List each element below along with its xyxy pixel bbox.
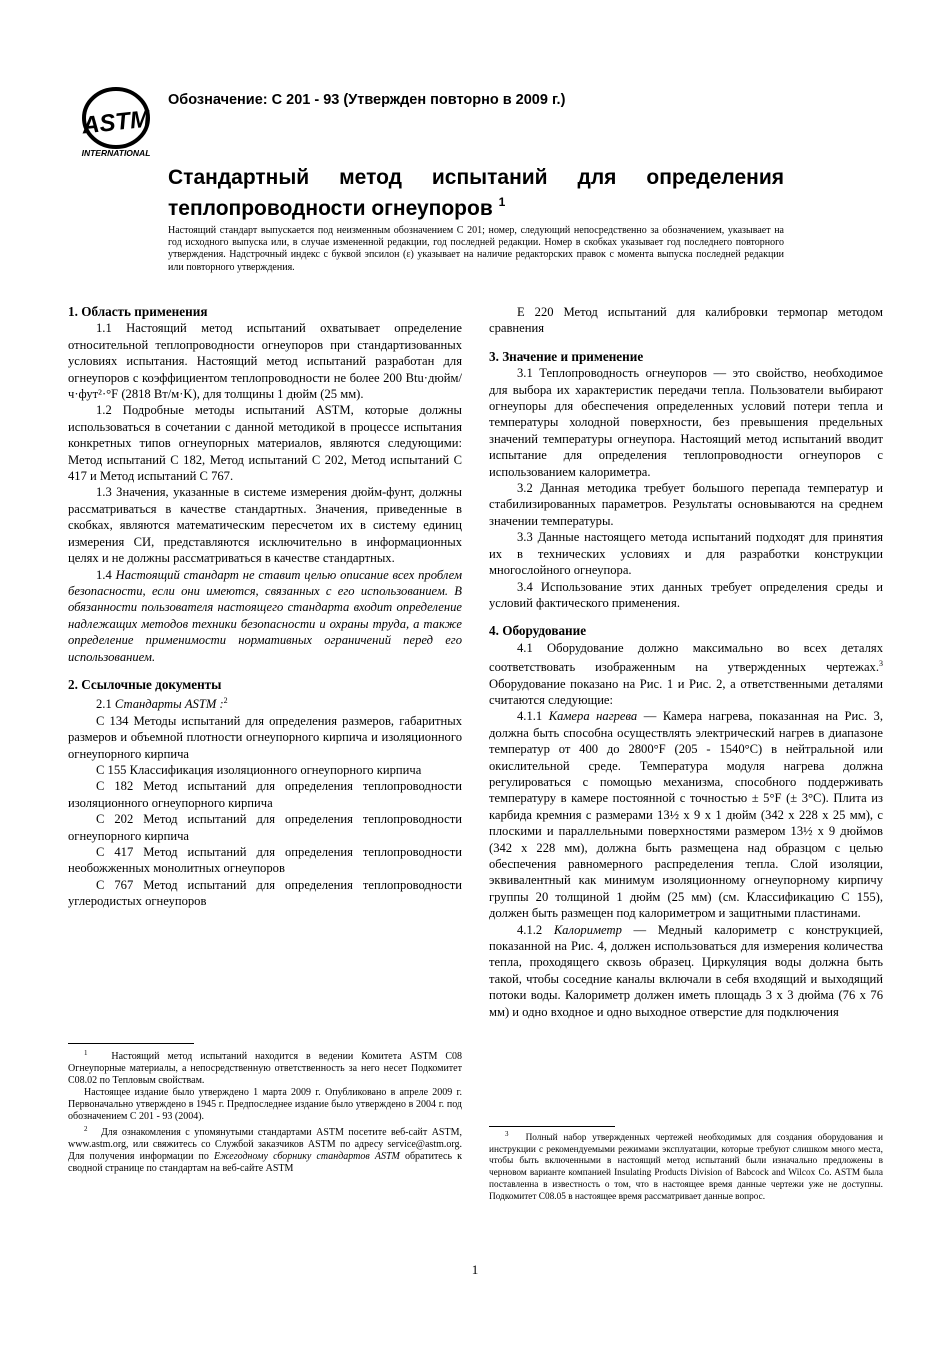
ref-c417: С 417 Метод испытаний для определения теплопроводности необожженных монолитных огнеупоров [68, 845, 462, 876]
logo-sub-text: INTERNATIONAL [81, 148, 151, 158]
footnote-2-text-a: Для ознакомления с упомянутыми стандартами ASTM посетите веб-сайт ASTM, www.astm.org, или свяжитесь со Службой заказчиков ASTM по адресу service@astm.org. Для получения информации по [68, 1127, 462, 1162]
footnote-2-text-italic: Ежегодному сборнику стандартов ASTM [214, 1151, 400, 1162]
standard-notice: Настоящий стандарт выпускается под неизменным обозначением С 201; номер, следующий непосредственно за обозначением, указывает на год исходного выпуска или, в случае измененной редакции, год последней редакции. Номер в скобках указывает год последнего повторного утверждения. Надстрочный индекс с буквой эпсилон (ε) указывает на наличие редакторских правок с момента выпуска последней редакции или повторного утверждения. [168, 225, 784, 273]
footnote-1-text: Настоящий метод испытаний находится в ведении Комитета ASTM C08 Огнеупорные материалы, а непосредственную ответственность за него несет Подкомитет C08.02 по Тепловым свойствам. [68, 1051, 462, 1086]
ref-c182: С 182 Метод испытаний для определения теплопроводности изоляционного огнеупорного кирпича [68, 779, 462, 810]
astm-logo [74, 84, 158, 160]
page-number: 1 [471, 1262, 479, 1277]
logo-main-text: ASTM [80, 105, 152, 140]
left-column [68, 304, 462, 910]
para-4-1-2-text: — Медный калориметр с конструкцией, показанной на Рис. 4, должен использоваться для измерения количества тепла, проходящего сквозь образец. Циркуляция воды должна быть такой, чтобы соседние каналы включали в себя входящий и выходящий потоки воды. Калориметр должен иметь площадь 3 х 3 дюйма (76 х 76 мм) и одно входное и одно выходное отверстие для подключения [489, 922, 883, 1019]
ref-c202: С 202 Метод испытаний для определения теплопроводности огнеупорного кирпича [68, 812, 462, 843]
para-4-1-1-text: — Камера нагрева, показанная на Рис. 3, должна быть способна осуществлять электрический нагрев в диапазоне температур от 400 до 2800°F (205 - 1540°C) в нейтральной или окислительной среде. Температура модуля нагрева должна регулироваться с помощью механизма, способного поддерживать температуру в камере постоянной с точностью ± 5°F (± 3°C). Плита из карбида кремния с размерами 13½ х 9 х 1 дюйм (342 х 228 х 25 мм), с плоскими и параллельными поверхностями размером 13½ х 9 дюймов (342 х 228 мм), должна быть размещена над образцом с целью обеспечения равномерного распределения тепла. Слой изоляции, эквивалентный как минимум изоляционному огнеупорному кирпичу группы 20 толщиной 1 дюйм (25 мм) (см. Классификацию С 155), должен быть размещен под калориметром и защитными пластинами. [489, 709, 883, 921]
para-1-4-text: Настоящий стандарт не ставит целью описание всех проблем безопасности, если они имеются, связанных с его использованием. В обязанности пользователя настоящего стандарта входит определение надлежащих методов техники безопасности и охраны труда, а также определение применимости нормативных ограничений перед его использованием. [68, 567, 462, 664]
astm-logo-icon [74, 84, 158, 160]
footnotes-left [68, 1047, 462, 1175]
para-4-1-1-term: Камера нагрева [548, 709, 638, 724]
section-1-heading: 1. Область применения [68, 304, 208, 319]
para-4-1-1-number: 4.1.1 [517, 709, 549, 724]
footnote-3-text: Полный набор утвержденных чертежей необходимых для создания оборудования и инструкции с рекомендуемыми режимами эксплуатации, которые требуют слишком много места, чтобы быть включенными в настоящий метод испытаний были изначально предложены в черновом варианте компанией Insulating Products Division of Babcock and Wilcox Co. ASTM была поставленна в известность о том, что в настоящее время данные чертежи уже не доступны. Подкомитет C08.05 в настоящее время рассматривает данные вопрос. [489, 1133, 883, 1202]
para-3-1: 3.1 Теплопроводность огнеупоров — это свойство, необходимое для выбора их характеристик передачи тепла. Пользователи выбирают огнеупоры для обеспечения определенных условий потери тепла и температуры холодной поверхности, без превышения предельных значений температуры огнеупора. Настоящий метод испытаний вводит испытание для определения теплопроводности огнеупоров с использованием калориметра. [489, 366, 883, 479]
title-line-1: Стандартный метод испытаний для определения [168, 166, 784, 189]
footnote-3-marker: 3 [879, 659, 883, 669]
designation: Обозначение: С 201 - 93 (Утвержден повторно в 2009 г.) [168, 92, 566, 108]
para-2-1 [68, 693, 462, 712]
footnotes-right [489, 1129, 883, 1203]
para-4-1-2-number: 4.1.2 [517, 922, 554, 937]
section-3-heading: 3. Значение и применение [489, 348, 644, 364]
ref-c767: С 767 Метод испытаний для определения теплопроводности углеродистых огнеупоров [68, 877, 462, 909]
section-2-heading: 2. Ссылочные документы [68, 676, 222, 692]
para-1-4-number: 1.4 [96, 567, 116, 582]
title-line-2-text: теплопроводности огнеупоров [168, 197, 493, 220]
right-column [489, 304, 883, 1020]
para-1-4 [68, 567, 462, 665]
para-4-1 [489, 640, 883, 709]
ref-c134: С 134 Методы испытаний для определения размеров, габаритных размеров и объемной плотности огнеупорного кирпича и изоляционного огнеупорного кирпича [68, 713, 462, 761]
ref-c155: С 155 Классификация изоляционного огнеупорного кирпича [96, 762, 422, 777]
footnote-3-marker-text: 3 [505, 1130, 509, 1138]
para-2-1-number: 2.1 [96, 697, 115, 712]
section-4-heading: 4. Оборудование [489, 623, 587, 639]
footnote-divider-right [489, 1126, 615, 1127]
para-4-1-2 [489, 922, 883, 1020]
para-3-3: 3.3 Данные настоящего метода испытаний подходят для принятия их в технических условиях и для разработки конструкции многослойного огнеупора. [489, 530, 883, 578]
para-1-2: 1.2 Подробные методы испытаний ASTM, которые должны использоваться в сочетании с данной методикой в процессе испытания конкретных типов огнеупорных материалов, являются следующими: Метод испытаний С 182, Метод испытаний С 202, Метод испытаний С 417 и Метод испытаний С 767. [68, 403, 462, 484]
para-1-1: 1.1 Настоящий метод испытаний охватывает определение относительной теплопроводности огнеупоров при стандартизованных условиях испытания. Настоящий метод испытаний разработан для огнеупоров с коэффициентом теплопроводности не более 200 Btu·дюйм/ч·фут²·°F (2818 Вт/м·K), для толщины 1 дюйм (25 мм). [68, 321, 462, 402]
para-2-1-text: Стандарты ASTM : [114, 697, 224, 712]
ref-e220: Е 220 Метод испытаний для калибровки термопар методом сравнения [489, 305, 883, 336]
footnote-2-marker-text: 2 [84, 1125, 88, 1133]
para-1-3: 1.3 Значения, указанные в системе измерения дюйм-фунт, должны рассматриваться в качестве стандартных. Значения, приведенные в скобках, являются математическим пересчетом их в систему единиц измерения СИ, представляются исключительно в информационных целях и не должны рассматриваться в качестве стандартных. [68, 485, 462, 566]
footnote-2-text-b: обратитесь к сводной странице по стандартам на веб-сайте ASTM [68, 1151, 462, 1174]
title-footnote-marker: 1 [498, 195, 506, 209]
footnote-divider-left [68, 1043, 194, 1044]
footnote-2-marker: 2 [223, 696, 228, 706]
footnote-1-marker: 1 [84, 1049, 88, 1057]
footnote-1 [68, 1047, 462, 1087]
para-4-1-2-term: Калориметр [553, 922, 622, 937]
title-line-2 [168, 190, 505, 221]
para-4-1-1 [489, 708, 883, 921]
para-4-1-text-b: Оборудование показано на Рис. 1 и Рис. 2, а ответственными деталями считаются следующие: [489, 676, 883, 707]
para-4-1-text: 4.1 Оборудование должно максимально во всех деталях соответствовать изображенным на утвержденных чертежах. [489, 640, 883, 675]
para-3-2: 3.2 Данная методика требует большого перепада температур и стабилизированных параметров. Результаты основываются на среднем значении температуры. [489, 481, 883, 528]
para-3-4: 3.4 Использование этих данных требует определения среды и условий фактического применения. [489, 579, 883, 610]
footnote-3 [489, 1129, 883, 1203]
footnote-2 [68, 1123, 462, 1175]
footnote-1-edition: Настоящее издание было утверждено 1 марта 2009 г. Опубликовано в апреле 2009 г. Первоначально утверждено в 1945 г. Предпоследнее издание было утверждено в 2004 г. под обозначением С 201 - 93 (2004). [68, 1087, 462, 1122]
